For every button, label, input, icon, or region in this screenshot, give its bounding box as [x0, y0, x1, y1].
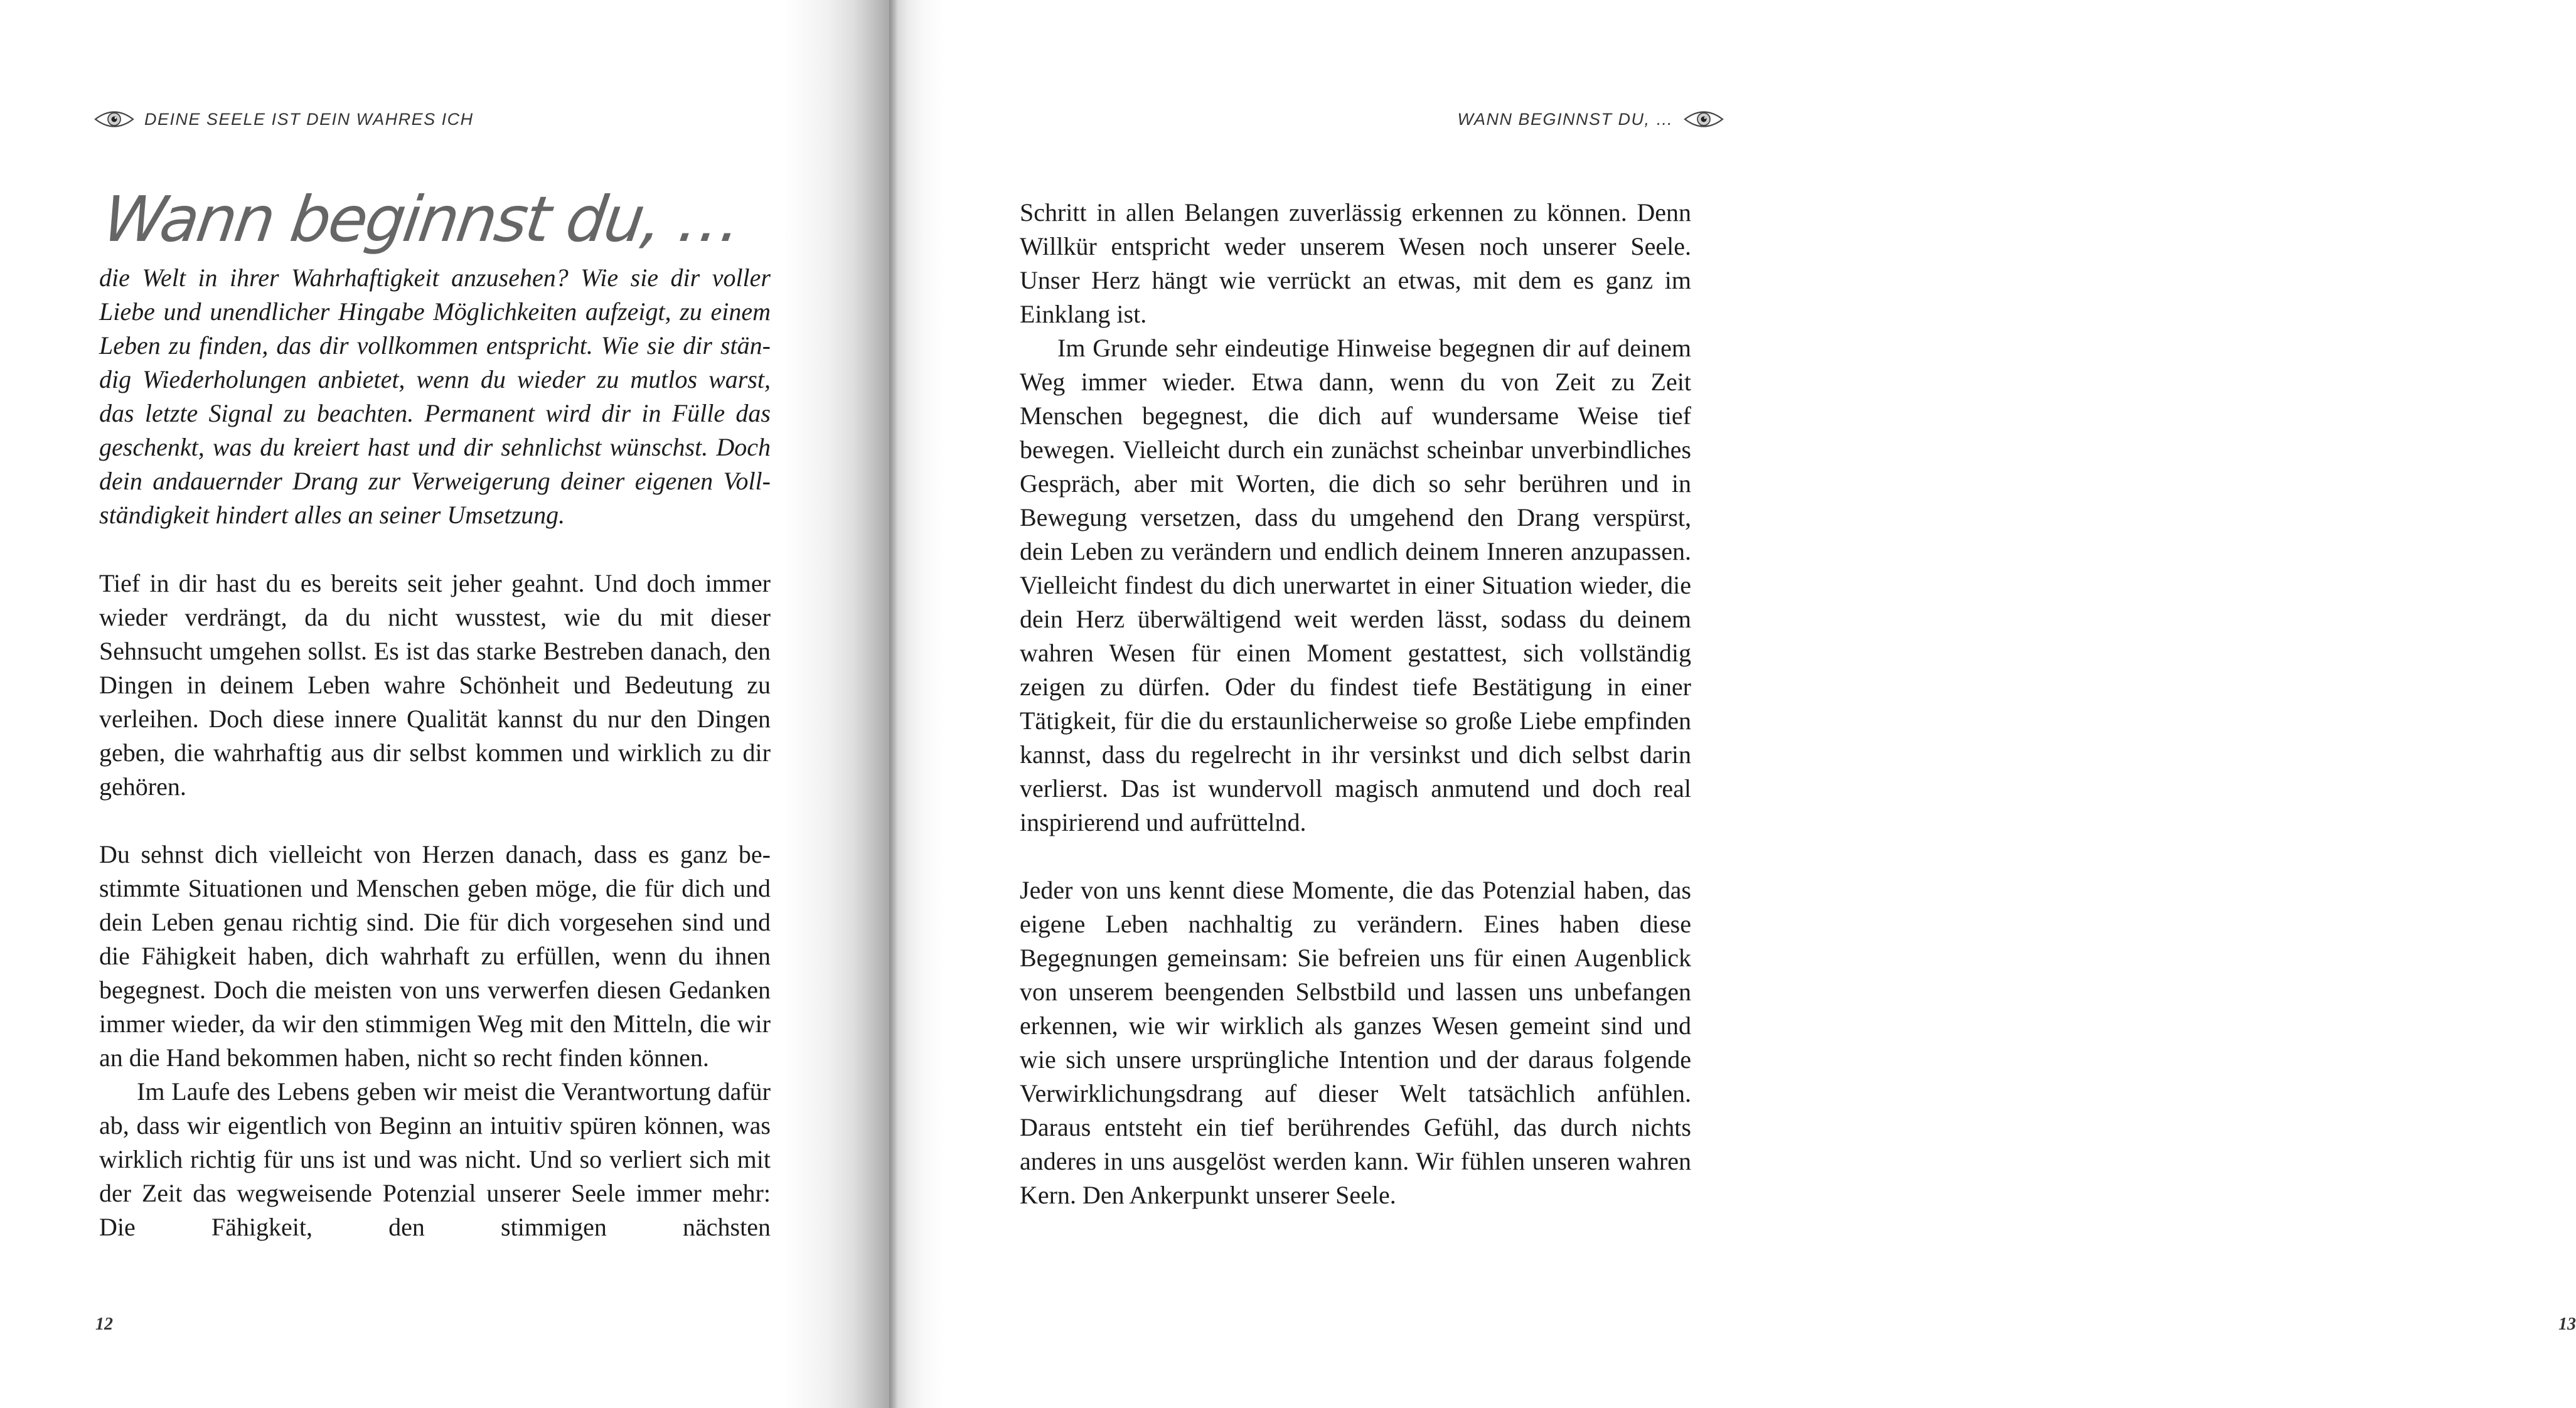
page-number-right: 13 — [2558, 1315, 2576, 1334]
intro-paragraph — [99, 261, 771, 532]
running-head-right — [1457, 108, 1724, 131]
page-number-left: 12 — [95, 1315, 113, 1334]
paragraph: Im Grunde sehr eindeutige Hinweise begegnen dir auf deinem Weg immer wieder. Etwa dann, wenn du von Zeit zu Zeit Menschen begegnest, die dich auf wundersame Weise tief bewegen. Vielleicht durch ein zunächst scheinbar unverbindliches Gespräch, aber mit Worten, die dich so sehr berühren und in Bewegung versetzen, dass du umgehend den Drang verspürst, dein Leben zu verändern und endlich deinem Inneren anzupassen. Vielleicht findest du dich unerwartet in einer Situation wieder, die dein Herz überwältigend weit werden lässt, sodass du deinem wahren Wesen für einen Moment gestattest, sich vollständig zeigen zu dürfen. Oder du findest tiefe Bestätigung in einer Tätigkeit, für die du erstaunlicherweise so große Liebe empfinden kannst, dass du regelrecht in ihr versinkst und dich selbst darin verlierst. Das ist wundervoll magisch anmutend und doch real inspirierend und aufrüttelnd. — [1020, 334, 1691, 836]
paragraph: Du sehnst dich vielleicht von Herzen danach, dass es ganz bestimmte Situationen und Menschen geben möge, die für dich und dein Leben genau richtig sind. Die für dich vorgesehen sind und die Fähigkeit haben, dich wahrhaft zu erfüllen, wenn du ihnen begegnest. Doch die meisten von uns verwerfen diesen Gedanken immer wieder, da wir den stimmigen Weg mit den Mitteln, die wir an die Hand bekommen haben, nicht so recht finden können. — [99, 840, 771, 1072]
running-head-text: DEINE SEELE IST DEIN WAHRES ICH — [144, 109, 474, 129]
eye-icon — [1684, 109, 1724, 130]
paragraph: Tief in dir hast du es bereits seit jeher geahnt. Und doch immer wieder verdrängt, da du nicht wusstest, wie du mit dieser Sehnsucht umgehen sollst. Es ist das starke Bestreben danach, den Dingen in deinem Leben wahre Schönheit und Bedeutung zu verleihen. Doch diese innere Qualität kannst du nur den Dingen geben, die wahrhaftig aus dir selbst kommen und wirklich zu dir gehören. — [99, 569, 771, 801]
right-page — [889, 0, 2576, 1408]
running-head-left — [94, 108, 474, 131]
paragraph: Im Laufe des Lebens geben wir meist die Verantwortung dafür ab, dass wir eigentlich von Beginn an intuitiv spüren können, was wirklich richtig für uns ist und was nicht. Und so verliert sich mit der Zeit das wegweisende Potenzial unserer Seele immer mehr: Die Fähigkeit, den stimmigen nächsten — [99, 1077, 771, 1241]
eye-icon — [94, 109, 134, 130]
paragraph: Jeder von uns kennt diese Momente, die das Potenzial haben, das eigene Leben nachhaltig zu verändern. Eines haben diese Begegnungen gemeinsam: Sie befreien uns für einen Augenblick von unserem beengenden Selbstbild und lassen uns unbefangen erkennen, wie wir wirklich als ganzes Wesen gemeint sind und wie sich unsere ursprüngliche Intention und der daraus folgende Verwirklichungsdrang auf dieser Welt tatsächlich anfühlen. Daraus entsteht ein tief berührendes Gefühl, das durch nichts anderes in uns ausgelöst werden kann. Wir fühlen unseren wahren Kern. Den Ankerpunkt unserer Seele. — [1020, 876, 1691, 1209]
intro-text: die Welt in ihrer Wahrhaftigkeit anzusehen? Wie sie dir voller Liebe und unendlicher Hingabe Möglichkeiten aufzeigt, zu einem Leben zu finden, das dir vollkommen entspricht. Wie sie dir ständig Wiederholungen anbietet, wenn du wieder zu mutlos warst, das letzte Signal zu beachten. Permanent wird dir in Fülle das geschenkt, was du kreiert hast und dir sehnlichst wünschst. Doch dein andauernder Drang zur Verweigerung deiner eigenen Vollständigkeit hindert alles an seiner Umsetzung. — [99, 264, 771, 529]
chapter-title: Wann beginnst du, … — [99, 183, 745, 256]
running-head-text: WANN BEGINNST DU, … — [1457, 109, 1674, 129]
paragraph: Schritt in allen Belangen zuverlässig erkennen zu können. Denn Willkür entspricht weder unserem Wesen noch unserer Seele. Unser Herz hängt wie verrückt an etwas, mit dem es ganz im Einklang ist. — [1020, 198, 1691, 328]
body-text-left — [99, 567, 771, 1244]
left-page — [0, 0, 889, 1408]
body-text-right — [1020, 196, 1691, 1212]
